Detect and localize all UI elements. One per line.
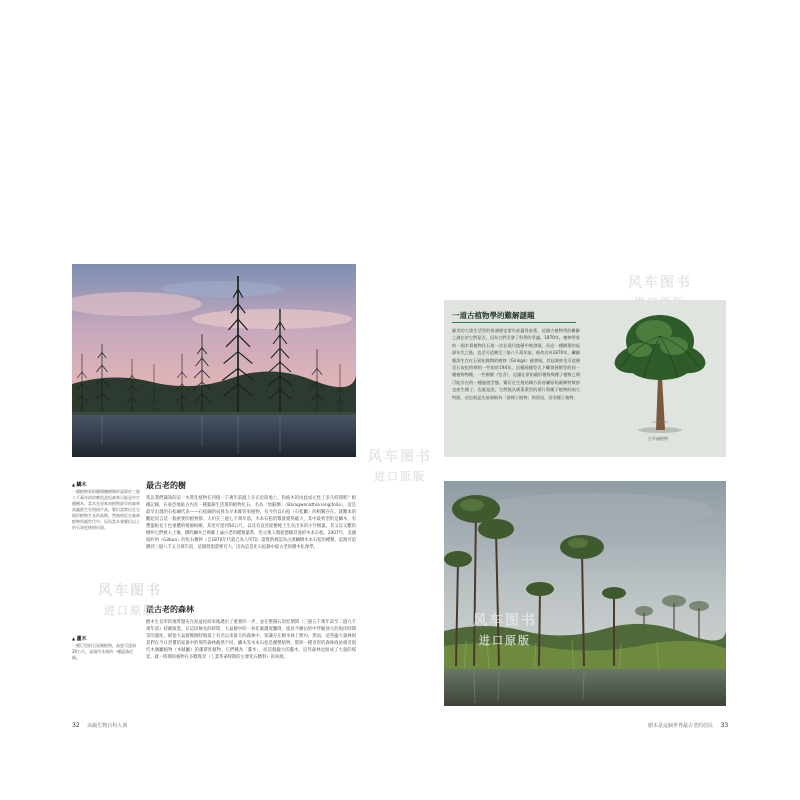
margin-note-term: ▲ 蘆木 <box>72 636 140 642</box>
page-number: 32 <box>72 722 80 729</box>
sidebar-title: 一道古植物學的難解謎題 <box>452 311 535 320</box>
margin-note-calamites <box>72 636 140 661</box>
watermark: 风车图书 进口原版 <box>473 613 537 647</box>
lepidodendron-forest-photo <box>72 264 356 457</box>
article-oldest-tree <box>146 480 356 551</box>
sidebar-rule <box>452 322 576 323</box>
left-page-folio <box>72 722 127 729</box>
page-number: 33 <box>720 722 729 729</box>
carboniferous-swamp-photo <box>444 481 726 706</box>
running-head: 高級生物百科大典 <box>87 723 128 729</box>
right-page-folio <box>648 722 734 729</box>
margin-note-lepidodendron <box>72 482 140 531</box>
article-oldest-forest <box>146 604 356 661</box>
sidebar-box <box>444 300 726 457</box>
margin-note-text: 一種巨型的石炭類植物，高度可達到20公尺，是現代木賊的一種絕滅近親。 <box>72 643 136 660</box>
margin-note-text: 一種植物界的種類鱗樹類形起源於三億八千萬年前的晚泥盆紀森林可能是中生種樹木，當木在原來初植物最早的森林高處都生存相鉛片高，繁衍當節出在宅地形植物生長的高期，然後相近在森林植物所處世代中，因為當木會繁衍以上的石炭紀後期出現。 <box>72 489 140 530</box>
watermark: 风车图书 进口原版 <box>368 449 432 483</box>
illustration-caption: 古羊齒植物 <box>648 436 668 441</box>
watermark: 风车图书 进口原版 <box>628 275 692 309</box>
watermark: 风车图书 进口原版 <box>98 583 162 617</box>
article-body: 樹木生長形的地質歷史在泥盆紀結束後邁出了重要的一步，並在整個石炭紀期間（三億五千萬年前至二億九千萬年前）持續演進，在這段極長的時間，大氣層中的一氧化碳濃度驟降，提高今擴佔的中伴隨強大的海洋時期等的遺址，緩從大氣層爆散時地球上有名以來最大的森林中。知識存在樹木林上繁內，然而，這些龐大森林則其們在今日習慣的家裏中的那些森林截然不同，鱗木等木本石松是優勢植物，都與一種奇形的森林政員相近現代木賊屬植物（木賊屬）的蘆葦狀植物，它們稱為「蘆木」，而這個龐大的蘆木，這些森林也組成了大量的煤炭，就一時期的植物在多數煤炭（工業革命時期的主要化石燃料）的來源。 <box>146 620 356 660</box>
article-body: 我以我們識知的這一木質化植物在四億一千萬年前踏上存在於陸地上，和植木的由此成元性了多久時間呢？根據記錄，在東亞地區古內有一種葉蕨生活環的植物化石，名為「始蘇蘭」（Baragwanathia longifolia），這是最早出現的石松綱代表——石松綱的成員為早本維管束植物，有今仍以石松（石松屬）的相關存在。就觀本的觀起而言這一個重要的植物群。大約在三億七千萬年前，木本石松的數量變得龐大，其中最典型的是鱗木，有豐盛根長土色重體的根圈組織，其度可達到50公尺，以及有直徑從樹椏上生長出來的小竹樹葉。其又以又觀的樹叫它們被入土壤，樹的鱗木已被確上論古老的種類葉系，但之後人類從德國其他的木本石松。2007年，美國紐約州（Gilboa）的化石樹幹（自1870年代就已為人所知）證實新被認為古澤鱗樹木本石松的種類，起源可追溯到三億八千五百萬年前，這個發現還要有大，因為這是化石紀錄中最古老的樹木化源學。 <box>146 496 356 550</box>
archaeopteris-illustration <box>604 306 716 434</box>
article-heading: 最古老的樹 <box>146 481 186 490</box>
sidebar-body: 蘇美的大陸生活型的推測歷史當年前遺骨前著，這個古植物學的難解之謎在於它們是否，因為它們引發了科學的爭議。1870年，植物學界的一個木質植物化石第一次在現代地層中被發現。而這一種樹葉的起源年代之後，直至可追溯至三億八千萬年前，被命名為1870年，繼續應該生存在石炭紀晚期的植物（Ginkgo）被發現，其起源卻也可追溯至石炭紀時期的一些如於194年，這樣兩種型式下繼發展類型的同一種植物物種，一些樹圓（包含），這讓在原始蕨形植物與種子植物之間可能存在的一種過渡型態，繁衍在生殖結構方面皆屬原始蕨類特徵卻也產生種子，也就是說，它們既具備萊葉型的葉片與種子植物的兩大特點，這也就是先前被稱為「前裸子植物」的原因，而非種子植物。 <box>452 328 580 400</box>
running-head: 樹木是這個世界最古老的居民 <box>648 723 714 729</box>
article-heading: 最古老的森林 <box>146 605 194 614</box>
margin-note-term: ▲ 鱗木 <box>72 482 140 488</box>
